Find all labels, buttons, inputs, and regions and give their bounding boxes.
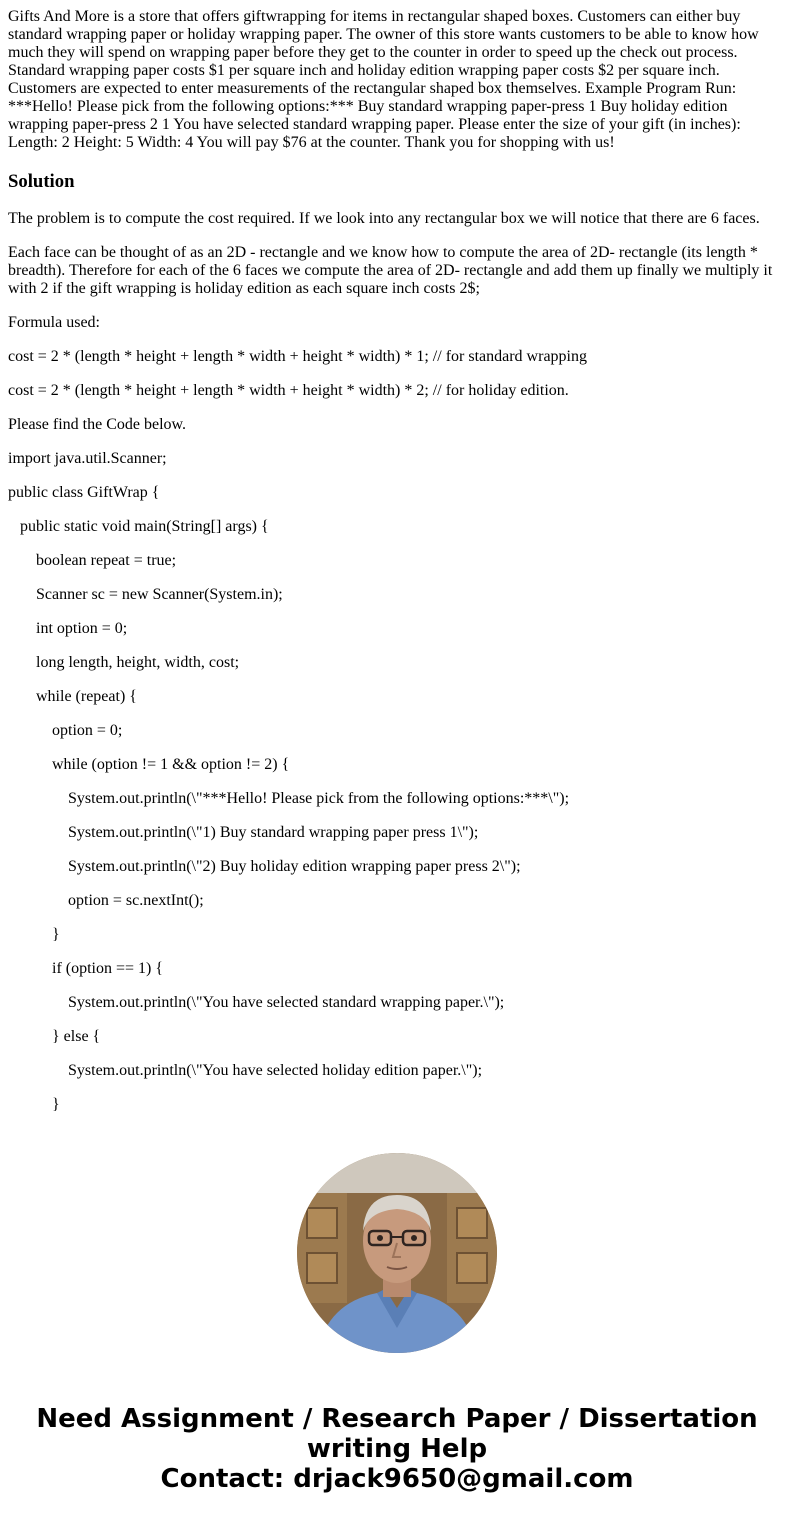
footer-line-2: writing Help [306,1434,488,1464]
formula-label: Formula used: [8,314,100,331]
code-line: public class GiftWrap { [8,484,160,501]
code-line: Scanner sc = new Scanner(System.in); [36,586,283,603]
author-portrait-icon [297,1153,497,1353]
code-line: System.out.println(\"You have selected holiday edition paper.\"); [68,1062,483,1079]
solution-heading: Solution [8,171,75,192]
footer-contact: Contact: drjack9650@gmail.com [160,1464,634,1494]
explanation-paragraph: Each face can be thought of as an 2D - rectangle and we know how to compute the area of 2D- rectangle (its length * breadth). Therefore for each of the 6 faces we compute the area of 2D- rectangle and add them up finally we multiply it with 2 if the gift wrapping is holiday edition as each square inch costs 2$; [8,244,773,297]
code-intro: Please find the Code below. [8,416,187,433]
formula-holiday: cost = 2 * (length * height + length * width + height * width) * 2; // for holiday edition. [8,382,569,399]
code-line: import java.util.Scanner; [8,450,167,467]
author-avatar [297,1153,497,1353]
code-line: int option = 0; [36,620,128,637]
code-line: long length, height, width, cost; [36,654,240,671]
document-body [8,8,778,1114]
code-line: option = 0; [52,722,123,739]
code-line: } [52,1096,60,1113]
formula-standard: cost = 2 * (length * height + length * width + height * width) * 1; // for standard wrapping [8,348,587,365]
footer-banner [0,1404,794,1494]
code-line: option = sc.nextInt(); [68,892,204,909]
code-line: boolean repeat = true; [36,552,177,569]
code-line: } [52,926,60,943]
code-line: System.out.println(\"2) Buy holiday edition wrapping paper press 2\"); [68,858,521,875]
question-text: Gifts And More is a store that offers giftwrapping for items in rectangular shaped boxes. Customers can either buy standard wrapping paper or holiday wrapping paper. The owner of this store wants customers to be able to know how much they will spend on wrapping paper before they get to the counter in order to speed up the check out process. Standard wrapping paper costs $1 per square inch and holiday edition wrapping paper costs $2 per square inch. Customers are expected to enter measurements of the rectangular shaped box themselves. Example Program Run: ***Hello! Please pick from the following options:*** Buy standard wrapping paper-press 1 Buy holiday edition wrapping paper-press 2 1 You have selected standard wrapping paper. Please enter the size of your gift (in inches): Length: 2 Height: 5 Width: 4 You will pay $76 at the counter. Thank you for shopping with us! [8,8,759,151]
code-line: } else { [52,1028,101,1045]
code-block [8,450,778,1114]
code-line: System.out.println(\"You have selected standard wrapping paper.\"); [68,994,505,1011]
code-line: System.out.println(\"***Hello! Please pick from the following options:***\"); [68,790,570,807]
footer-line-1: Need Assignment / Research Paper / Dissertation [36,1404,758,1434]
code-line: if (option == 1) { [52,960,164,977]
code-line: while (option != 1 && option != 2) { [52,756,290,773]
code-line: public static void main(String[] args) { [20,518,269,535]
code-line: while (repeat) { [36,688,137,705]
intro-paragraph: The problem is to compute the cost required. If we look into any rectangular box we will notice that there are 6 faces. [8,210,760,227]
code-line: System.out.println(\"1) Buy standard wrapping paper press 1\"); [68,824,479,841]
